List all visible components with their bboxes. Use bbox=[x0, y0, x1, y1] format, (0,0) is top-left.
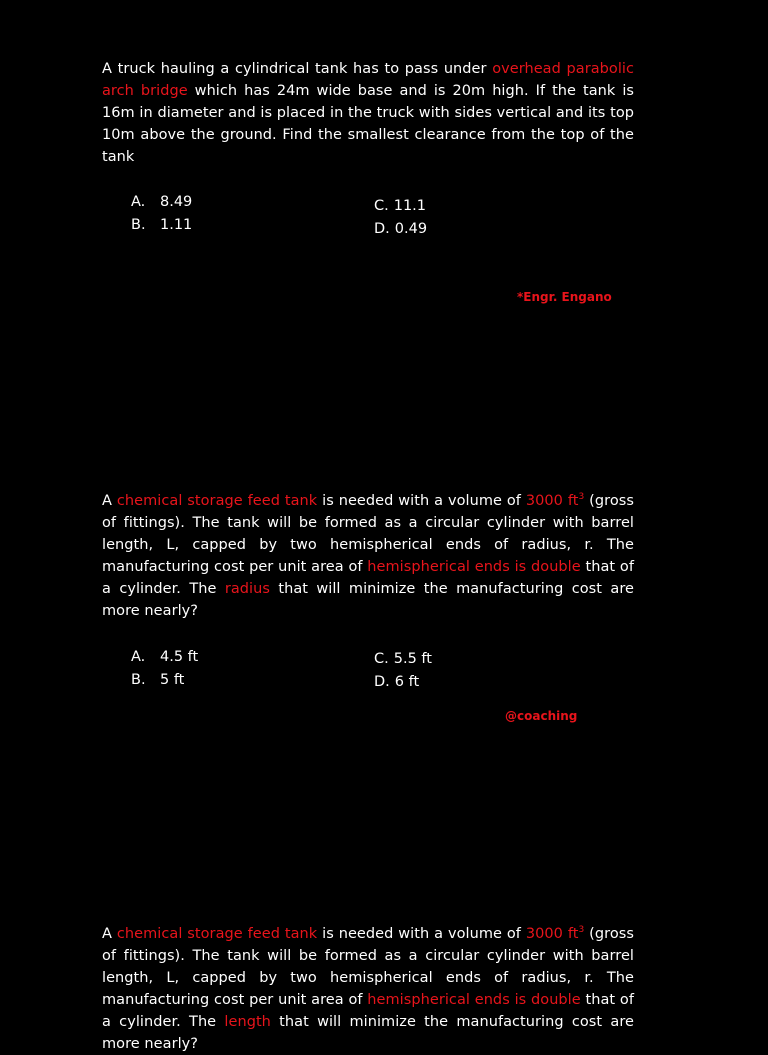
choice-b: B. 1.11 bbox=[131, 217, 193, 233]
problem-2-text: A chemical storage feed tank is needed with a volume of 3000 $ft^3$ (gross of fittings). The tank will be formed as a circular cylinder with barrel length, L, capped by two hemispherical ends of radius, r. The manufacturing cost per unit area of hemispherical ends is double that of a cylinder. The radius that will minimize the manufacturing cost are more nearly? bbox=[102, 492, 634, 619]
problem-3 bbox=[102, 923, 634, 1055]
highlight-radius: radius bbox=[224, 581, 270, 597]
choice-c: C. 5.5 ft bbox=[374, 651, 432, 667]
problem-2 bbox=[102, 490, 634, 622]
problem-1-text: A truck hauling a cylindrical tank has to pass under overhead parabolic arch bridge which has 24m wide base and is 20m high. If the tank is 16m in diameter and is placed in the truck with sides vertical and its top 10m above the ground. Find the smallest clearance from the top of the tank bbox=[102, 61, 634, 165]
highlight-volume: 3000 $ft^3$ bbox=[525, 925, 585, 942]
problem-1-choices-left bbox=[131, 191, 192, 237]
coaching-signature: @coaching bbox=[505, 709, 578, 723]
choice-a: A. 8.49 bbox=[131, 194, 193, 210]
problem-3-text: A chemical storage feed tank is needed with a volume of 3000 $ft^3$ (gross of fittings). The tank will be formed as a circular cylinder with barrel length, L, capped by two hemispherical ends of radius, r. The manufacturing cost per unit area of hemispherical ends is double that of a cylinder. The length that will minimize the manufacturing cost are more nearly? bbox=[102, 925, 634, 1052]
highlight-length: length bbox=[224, 1014, 271, 1030]
choice-a: A. 4.5 ft bbox=[131, 649, 199, 665]
problem-2-choices-left bbox=[131, 646, 198, 692]
author-signature: *Engr. Engano bbox=[517, 290, 612, 304]
problem-2-choices-right bbox=[374, 648, 432, 694]
problem-1 bbox=[102, 58, 634, 168]
choice-d: D. 0.49 bbox=[374, 221, 428, 237]
highlight-volume: 3000 $ft^3$ bbox=[525, 492, 585, 509]
choice-c: C. 11.1 bbox=[374, 198, 427, 214]
highlight-hemispherical-ends: hemispherical ends is double bbox=[367, 992, 581, 1008]
highlight-chemical-storage-feed-tank: chemical storage feed tank bbox=[116, 926, 318, 942]
highlight-overhead-parabolic-arch-bridge: overhead parabolic arch bridge bbox=[102, 61, 634, 99]
highlight-hemispherical-ends: hemispherical ends is double bbox=[367, 559, 581, 575]
choice-b: B. 5 ft bbox=[131, 672, 185, 688]
highlight-chemical-storage-feed-tank: chemical storage feed tank bbox=[116, 493, 318, 509]
choice-d: D. 6 ft bbox=[374, 674, 420, 690]
problem-1-choices-right bbox=[374, 195, 427, 241]
